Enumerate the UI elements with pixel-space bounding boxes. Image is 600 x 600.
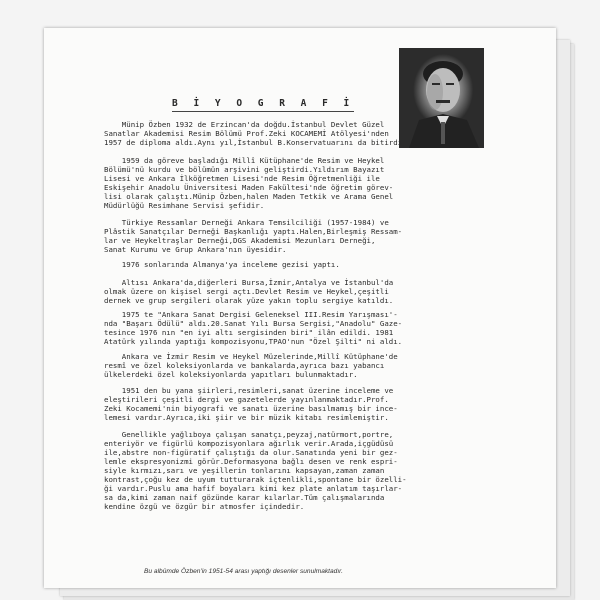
text-line: lemle ekspresyonizmi görür.Deformasyona bağlı desen ve renk espri- [104,457,398,466]
paragraph-3 [104,218,514,254]
paragraph-6 [104,310,514,346]
text-line: Genellikle yağlıboya çalışan sanatçı,peyzaj,natürmort,portre, [104,430,394,439]
text-line: ile,abstre non-figüratif çalıştığı da olur.Sanatında yeni bir gez- [104,448,398,457]
heading-underline [172,110,354,112]
text-line: dernek ve grup sergileri olarak yüze yakın toplu sergiye katıldı. [104,296,394,305]
text-line: Sanatlar Akademisi Resim Bölümü Prof.Zeki KOCAMEMİ Atölyesi'nden [104,129,389,138]
text-line: Lisesi ve Ankara İlköğretmen Lisesi'nde Resim Öğretmenliği ile [104,174,380,183]
text-line: Bölümü'nü kurdu ve bölümün arşivini geliştirdi.Yıldırım Bayazıt [104,165,385,174]
text-line: 1957 de diploma aldı.Aynı yıl,İstanbul B.Konservatuarını da bitirdi [104,138,403,147]
paragraph-4 [104,260,514,269]
paragraph-5 [104,278,514,305]
text-line: 1975 te "Ankara Sanat Dergisi Geleneksel III.Resim Yarışması'- [104,310,398,319]
text-line: kendine özgü ve özgür bir atmosfer içindedir. [104,502,305,511]
text-line: eleştirileri çeşitli dergi ve gazetelerde yayınlanmaktadır.Prof. [104,395,389,404]
text-line: kontrast,çoğu kez de uyum tutturarak içtenlikli,spontane bir özelli- [104,475,407,484]
heading-text: B İ Y O G R A F İ [172,98,355,109]
paragraph-1 [104,120,514,147]
text-line: Plâstik Sanatçılar Derneği Başkanlığı yaptı.Halen,Birleşmiş Ressam- [104,227,403,236]
text-line: lar ve Heykeltraşlar Derneği,DGS Akademisi Mezunları Derneği, [104,236,376,245]
text-line: 1976 sonlarında Almanya'ya inceleme gezisi yaptı. [104,260,340,269]
text-line: 1959 da göreve başladığı Millî Kütüphane'de Resim ve Heykel [104,156,385,165]
album-caption: Bu albümde Özben'in 1951-54 arası yaptığı desenler sunulmaktadır. [144,568,343,575]
paragraph-2 [104,156,514,210]
text-line: Eskişehir Anadolu Üniversitesi Maden Fakültesi'nde öğretim görev- [104,183,394,192]
paragraph-8 [104,386,514,422]
text-line: Zeki Kocamemi'nin biyografi ve sanatı üzerine basılmamış bir incе- [104,404,398,413]
text-line: Atatürk yılında yaptığı kompozisyonu,TPAO'nun "Özel Şilti" ni aldı. [104,337,403,346]
text-line: Münip Özben 1932 de Erzincan'da doğdu.İstanbul Devlet Güzel [104,120,385,129]
text-line: nda "Başarı Ödülü" aldı.20.Sanat Yılı Bursa Sergisi,"Anadolu" Gaze- [104,319,403,328]
text-line: siyle kırmızı,sarı ve yeşillerin tonlarını kapsayan,zaman zaman [104,466,385,475]
text-line: Ankara ve İzmir Resim ve Heykel Müzelerinde,Millî Kütüphane'de [104,352,398,361]
text-line: Müdürlüğü Resimhane Servisi şefidir. [104,201,265,210]
text-line: enteriyör ve figürlü kompozisyonlara ağırlık verir.Arada,içgüdüsü [104,439,394,448]
document-page [44,28,556,588]
text-line: Sanat Kurumu ve Grup Ankara'nın üyesidir. [104,245,287,254]
text-line: Türkiye Ressamlar Derneği Ankara Temsilciliği (1957-1984) ve [104,218,389,227]
text-line: ülkelerdeki özel koleksiyonlarda yapıtları bulunmaktadır. [104,370,358,379]
text-line: sa da,kimi zaman naif gözünde karar kılarlar.Tüm çalışmalarında [104,493,385,502]
biography-heading [172,98,354,112]
text-line: lemesi vardır.Ayrıca,iki şiir ve bir müzik kitabı resimlemiştir. [104,413,389,422]
paragraph-7 [104,352,514,379]
paragraph-9 [104,430,514,511]
text-line: olmak üzere on kişisel sergi açtı.Devlet Resim ve Heykel,çeşitli [104,287,389,296]
text-line: 1951 den bu yana şiirleri,resimleri,sanat üzerine inceleme ve [104,386,394,395]
text-line: lisi olarak çalıştı.Münip Özben,halen Maden Tetkik ve Arama Genel [104,192,394,201]
text-line: resmî ve özel koleksiyonlarda ve bankalarda,ayrıca bazı yabancı [104,361,385,370]
text-line: tesince 1976 nın "en iyi altı sergisinden biri" ilân edildi. 1981 [104,328,394,337]
text-line: Altısı Ankara'da,diğerleri Bursa,İzmir,Antalya ve İstanbul'da [104,278,394,287]
text-line: ği vardır.Puslu ama hafif boyaları kimi kez plate anlatım taşırlar- [104,484,403,493]
